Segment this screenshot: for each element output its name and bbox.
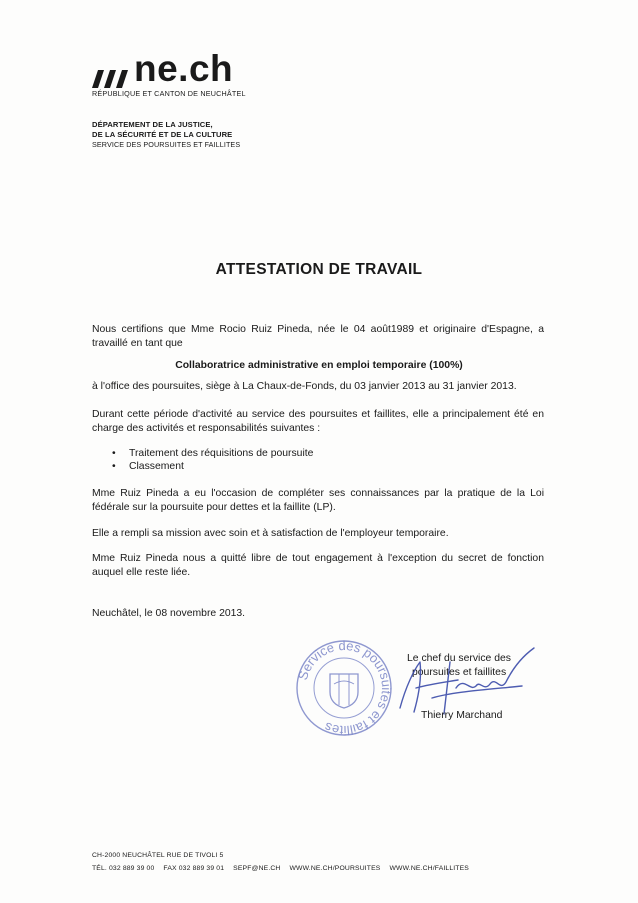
footer-email[interactable]: SEPF@NE.CH bbox=[233, 865, 281, 872]
republic-label: RÉPUBLIQUE ET CANTON DE NEUCHÂTEL bbox=[92, 89, 246, 98]
footer-phone: TÉL. 032 889 39 00 bbox=[92, 865, 155, 872]
paragraph-satisfaction: Elle a rempli sa mission avec soin et à satisfaction de l'employeur temporaire. bbox=[92, 528, 449, 539]
list-item-text: Traitement des réquisitions de poursuite bbox=[129, 448, 314, 459]
bullet-icon: • bbox=[112, 448, 116, 459]
footer-address: CH-2000 NEUCHÂTEL RUE DE TIVOLI 5 bbox=[92, 852, 224, 859]
handwritten-signature bbox=[392, 640, 542, 720]
signatory-title-line-1: Le chef du service des bbox=[407, 653, 511, 664]
document-title: ATTESTATION DE TRAVAIL bbox=[215, 261, 423, 278]
footer-web-faillites[interactable]: WWW.NE.CH/FAILLITES bbox=[389, 865, 469, 872]
official-stamp bbox=[294, 638, 394, 738]
department-line-1: DÉPARTEMENT DE LA JUSTICE, bbox=[92, 120, 213, 129]
coat-of-arms-icon bbox=[330, 674, 358, 708]
paragraph-location: à l'office des poursuites, siège à La Chaux-de-Fonds, du 03 janvier 2013 au 31 janvier 2013. bbox=[92, 381, 517, 392]
footer-web-poursuites[interactable]: WWW.NE.CH/POURSUITES bbox=[289, 865, 381, 872]
service-name: SERVICE DES POURSUITES ET FAILLITES bbox=[92, 140, 241, 149]
signatory-name: Thierry Marchand bbox=[421, 710, 503, 721]
job-role: Collaboratrice administrative en emploi temporaire (100%) bbox=[175, 360, 463, 371]
signatory-title-line-2: poursuites et faillites bbox=[412, 667, 507, 678]
logo-stripes-icon bbox=[92, 68, 132, 90]
footer-fax: FAX 032 889 39 01 bbox=[163, 865, 225, 872]
paragraph-knowledge: Mme Ruiz Pineda a eu l'occasion de compléter ses connaissances par la pratique de la Loi fédérale sur la poursuite pour dettes et la faillite (LP). bbox=[92, 488, 544, 513]
paragraph-release: Mme Ruiz Pineda nous a quitté libre de tout engagement à l'exception du secret de fonction auquel elle reste liée. bbox=[92, 553, 544, 578]
place-date: Neuchâtel, le 08 novembre 2013. bbox=[92, 608, 246, 619]
paragraph-duties: Durant cette période d'activité au service des poursuites et faillites, elle a principalement été en charge des activités et responsabilités suivantes : bbox=[92, 409, 544, 434]
paragraph-intro: Nous certifions que Mme Rocio Ruiz Pineda, née le 04 août1989 et originaire d'Espagne, a travaillé en tant que bbox=[92, 324, 544, 349]
bullet-icon: • bbox=[112, 461, 116, 472]
logo-text: ne.ch bbox=[134, 48, 234, 89]
footer-contacts bbox=[92, 865, 478, 872]
department-line-2: DE LA SÉCURITÉ ET DE LA CULTURE bbox=[92, 130, 233, 139]
stamp-text: Service des poursuites et faillites bbox=[294, 638, 394, 738]
list-item-text: Classement bbox=[129, 461, 184, 472]
